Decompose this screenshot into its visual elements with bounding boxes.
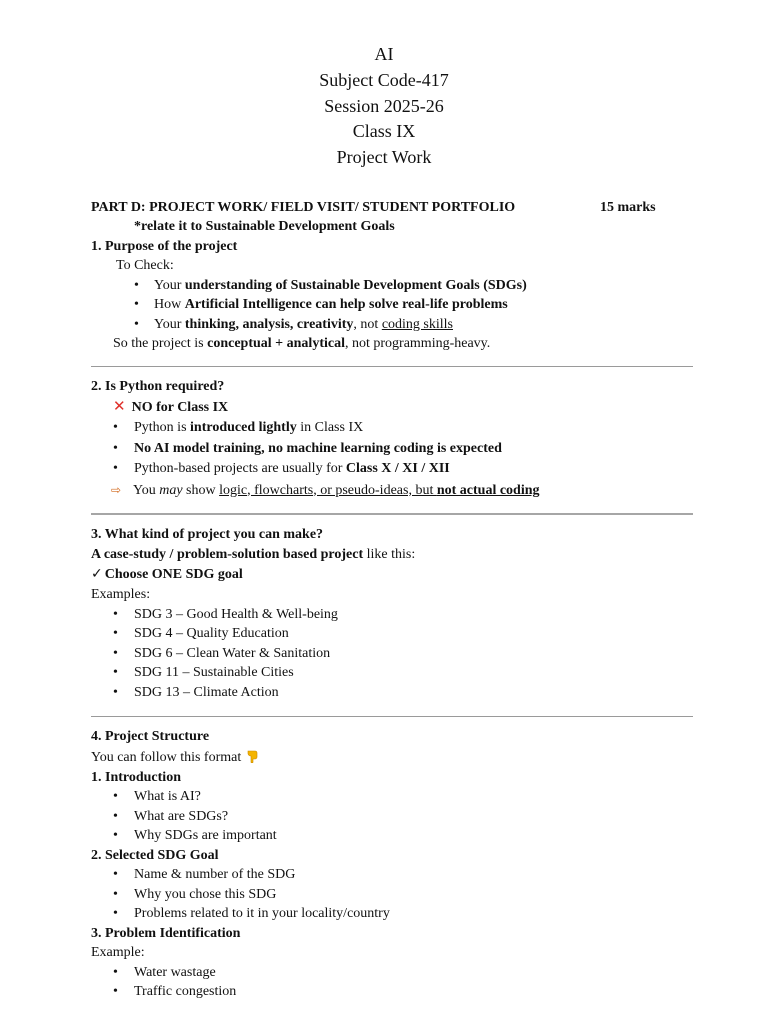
problem-list — [91, 963, 711, 1002]
section-1-intro: To Check: — [116, 258, 174, 273]
part-d-title: PART D: PROJECT WORK/ FIELD VISIT/ STUDENT PORTFOLIO — [91, 200, 516, 215]
sdg-examples-list — [91, 605, 711, 703]
section-2-list — [91, 418, 711, 480]
section-1-summary — [91, 334, 711, 354]
title-project-work: Project Work — [336, 147, 432, 168]
text-run: , not programming-heavy. — [344, 336, 491, 351]
list-item: • SDG 6 – Clean Water & Sanitation — [91, 644, 711, 664]
choose-sdg — [91, 564, 711, 585]
text-run: Your — [154, 316, 185, 332]
example-label: Example: — [91, 945, 145, 960]
text-run-bold: introduced lightly — [190, 420, 297, 435]
introduction-heading: 1. Introduction — [91, 769, 181, 785]
text-run-underline: coding skills — [381, 316, 453, 332]
title-subject: AI — [374, 44, 394, 64]
text-run: How — [154, 297, 185, 312]
text-run: So the project is — [113, 336, 208, 351]
text-run: You — [133, 482, 160, 498]
list-item: • Why SDGs are important — [91, 826, 711, 846]
title-block — [0, 42, 768, 171]
list-item — [91, 418, 711, 439]
examples-label: Examples: — [91, 587, 151, 602]
list-item — [91, 439, 711, 460]
list-item: • SDG 4 – Quality Education — [91, 624, 711, 644]
marks-label: 15 marks — [600, 200, 656, 215]
section-1-list — [91, 276, 711, 335]
selected-sdg-heading: 2. Selected SDG Goal — [91, 847, 219, 863]
text-run: show — [182, 482, 220, 498]
python-note — [91, 480, 711, 502]
text-run-underline — [219, 483, 539, 498]
text-run: You can follow this format — [91, 749, 242, 765]
cross-mark-icon: ✕ — [113, 397, 126, 415]
introduction-list — [91, 787, 711, 846]
text-run-bold: Class X / XI / XII — [345, 461, 450, 476]
section-3-intro — [91, 545, 711, 565]
document-body — [91, 198, 711, 1002]
no-for-class-ix — [91, 396, 711, 418]
text-run: Python-based projects are usually for — [134, 461, 346, 476]
list-item: • Problems related to it in your locality/country — [91, 904, 711, 924]
text-run-bold: not actual coding — [436, 482, 540, 498]
list-item — [91, 295, 711, 315]
text-run: Python is — [134, 420, 191, 435]
text-run-bold: Choose ONE SDG goal — [104, 567, 243, 582]
pointing-down-hand-icon — [245, 749, 259, 763]
list-item: • What is AI? — [91, 787, 711, 807]
section-2-heading: 2. Is Python required? — [91, 378, 225, 394]
list-item: • Traffic congestion — [91, 982, 711, 1002]
part-d-heading-row — [91, 198, 711, 217]
selected-sdg-list — [91, 865, 711, 924]
text-run: Your — [154, 277, 185, 293]
text-run: logic, flowcharts, or pseudo-ideas, but — [219, 482, 437, 498]
text-run-bold: No AI model training, no machine learning coding is expected — [134, 440, 502, 456]
list-item: • SDG 13 – Climate Action — [91, 683, 711, 703]
text-run-bold: thinking, analysis, creativity — [184, 316, 354, 332]
problem-identification-heading: 3. Problem Identification — [91, 925, 241, 941]
list-item: • SDG 11 – Sustainable Cities — [91, 663, 711, 683]
list-item: • Why you chose this SDG — [91, 885, 711, 905]
list-item: • Water wastage — [91, 963, 711, 983]
text-run-bold: conceptual + analytical — [207, 336, 345, 351]
arrow-right-icon: ⇨ — [111, 482, 122, 497]
section-1-heading: 1. Purpose of the project — [91, 238, 238, 254]
title-subject-code: Subject Code-417 — [319, 69, 449, 90]
check-mark-icon: ✓ — [91, 566, 103, 582]
no-text: NO for Class IX — [131, 400, 229, 415]
list-item: • SDG 3 – Good Health & Well-being — [91, 605, 711, 625]
list-item: • Name & number of the SDG — [91, 865, 711, 885]
text-run: like this: — [363, 546, 416, 562]
text-run: , not — [353, 316, 382, 332]
section-4-heading: 4. Project Structure — [91, 729, 210, 744]
text-run-bold: Artificial Intelligence can help solve real-life problems — [184, 297, 508, 312]
section-3-heading: 3. What kind of project you can make? — [91, 527, 324, 542]
list-item: • What are SDGs? — [91, 807, 711, 827]
text-run-bold: understanding of Sustainable Development Goals (SDGs) — [184, 277, 527, 293]
title-session: Session 2025-26 — [324, 95, 444, 116]
text-run-italic: may — [159, 482, 183, 498]
text-run-bold: A case-study / problem-solution based project — [91, 546, 364, 562]
title-class: Class IX — [352, 121, 416, 142]
follow-format — [91, 747, 711, 768]
list-item — [91, 315, 711, 335]
list-item — [91, 276, 711, 296]
text-run: in Class IX — [296, 420, 364, 435]
relate-note: *relate it to Sustainable Development Goals — [134, 219, 395, 234]
list-item — [91, 459, 711, 480]
